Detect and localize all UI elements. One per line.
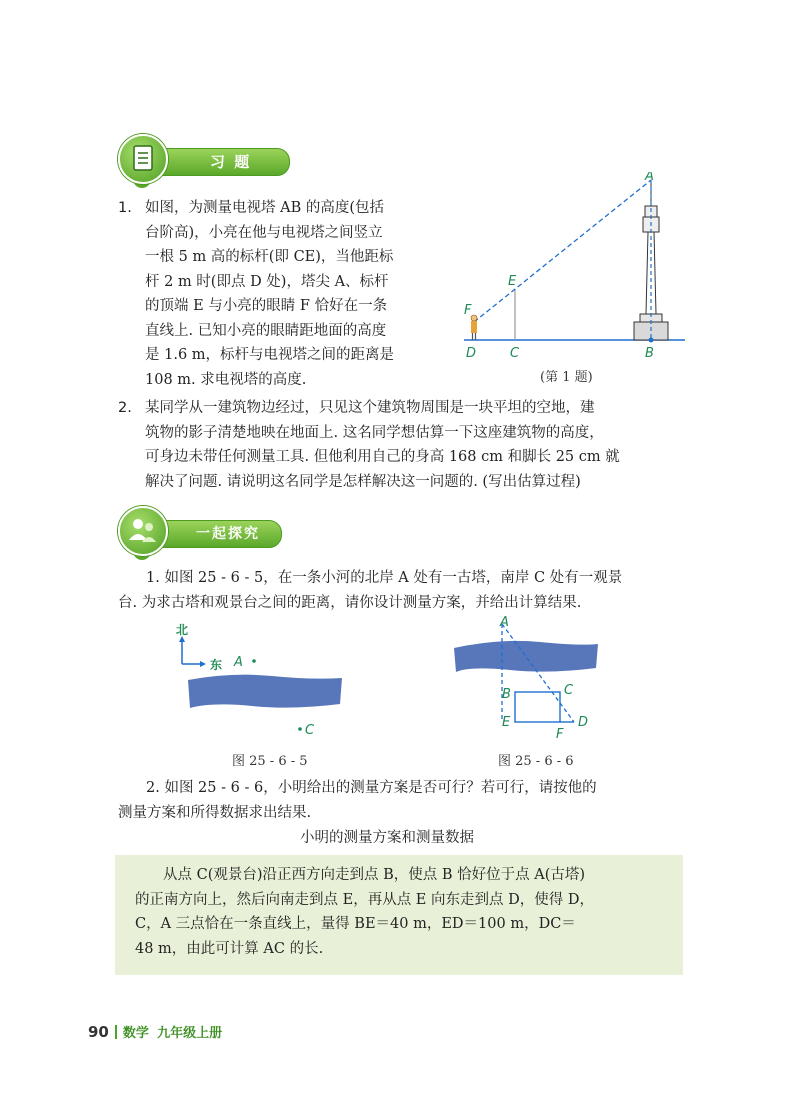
river	[188, 675, 342, 708]
river-map-diagram	[172, 622, 352, 742]
label-e: E	[508, 274, 517, 289]
q1-line: 的顶端 E 与小亮的眼睛 F 恰好在一条	[145, 298, 388, 314]
q1-line: 108 m. 求电视塔的高度.	[145, 371, 307, 388]
person-figure	[471, 315, 477, 340]
explore-p1-line: 1. 如图 25 - 6 - 5，在一条小河的北岸 A 处有一古塔，南岸 C 处有一观景	[146, 570, 623, 586]
point-c-label: C	[305, 723, 315, 738]
point-a-dot	[252, 659, 256, 663]
q1-number: 1.	[118, 200, 132, 216]
fig5-caption: 图 25 - 6 - 5	[232, 754, 308, 769]
q2-text	[145, 396, 705, 494]
explore-p2	[118, 776, 688, 825]
explore-p1	[118, 566, 688, 615]
q1-line: 杆 2 m 时(即点 D 处)，塔尖 A、标杆	[145, 273, 389, 290]
footer-grade: 九年级上册	[157, 1026, 223, 1041]
q1-line: 如图，为测量电视塔 AB 的高度(包括	[145, 200, 385, 216]
q2-line: 解决了问题. 请说明这名同学是怎样解决这一问题的. (写出估算过程)	[145, 473, 581, 490]
north-label: 北	[176, 623, 189, 637]
sight-line-fa	[474, 180, 651, 322]
plan-box	[115, 855, 683, 975]
tower-diagram	[460, 172, 690, 372]
exercise-banner	[118, 140, 288, 180]
plan-line: C，A 三点恰在一条直线上，量得 BE＝40 m，ED＝100 m，DC＝	[135, 916, 576, 932]
fig6-label-a: A	[500, 615, 509, 630]
q1-line: 直线上. 已知小亮的眼睛距地面的高度	[145, 322, 387, 339]
east-label: 东	[210, 658, 223, 672]
river-2	[454, 641, 598, 672]
measurement-plan-diagram	[450, 614, 610, 744]
line-ad	[502, 624, 574, 722]
plan-line: 从点 C(观景台)沿正西方向走到点 B，使点 B 恰好位于点 A(古塔)	[163, 867, 586, 883]
plan-line: 的正南方向上，然后向南走到点 E，再从点 E 向东走到点 D，使得 D，	[135, 891, 594, 908]
point-a-label: A	[234, 655, 243, 670]
q2-line: 可身边未带任何测量工具. 但他利用自己的身高 168 cm 和脚长 25 cm 就	[145, 449, 620, 465]
page-number: 90	[88, 1023, 109, 1041]
q1-line: 是 1.6 m，标杆与电视塔之间的距离是	[145, 347, 395, 363]
people-icon	[118, 506, 168, 556]
label-f: F	[464, 303, 472, 318]
label-c: C	[510, 346, 520, 361]
fig6-label-b: B	[502, 687, 511, 702]
explore-p2-line: 测量方案和所得数据求出结果.	[118, 804, 312, 821]
point-b-dot	[649, 338, 654, 343]
plan-title: 小明的测量方案和测量数据	[300, 830, 474, 846]
explore-p1-line: 台. 为求古塔和观景台之间的距离，请你设计测量方案，并给出计算结果.	[118, 594, 582, 611]
q2-line: 筑物的影子清楚地映在地面上. 这名同学想估算一下这座建筑物的高度，	[145, 424, 604, 441]
rect-bcfe	[515, 692, 560, 722]
q1-line: 台阶高)，小亮在他与电视塔之间竖立	[145, 224, 383, 241]
plan-text	[135, 863, 665, 961]
notebook-icon	[118, 134, 168, 184]
fig6-label-d: D	[578, 715, 589, 730]
label-a: A	[645, 172, 654, 184]
label-d: D	[466, 346, 477, 361]
fig6-caption: 图 25 - 6 - 6	[498, 754, 574, 769]
q2-number: 2.	[118, 400, 132, 416]
q1-text	[145, 196, 450, 392]
explore-p2-line: 2. 如图 25 - 6 - 6，小明给出的测量方案是否可行？若可行，请按他的	[146, 780, 597, 796]
q1-line: 一根 5 m 高的标杆(即 CE)，当他距标	[145, 249, 394, 265]
fig6-label-c: C	[564, 683, 574, 698]
fig6-label-e: E	[502, 715, 511, 730]
exercise-banner-title: 习 题	[210, 153, 252, 171]
plan-line: 48 m，由此可计算 AC 的长.	[135, 940, 324, 957]
footer-divider	[115, 1025, 117, 1039]
label-b: B	[645, 346, 654, 361]
fig1-caption: (第 1 题)	[540, 370, 593, 385]
footer-subject: 数学	[122, 1026, 149, 1041]
explore-banner	[118, 512, 288, 552]
page-footer	[88, 1022, 222, 1041]
point-c-dot	[298, 727, 302, 731]
fig6-label-f: F	[556, 727, 564, 742]
explore-banner-title: 一起探究	[196, 526, 260, 542]
q2-line: 某同学从一建筑物边经过，只见这个建筑物周围是一块平坦的空地，建	[145, 400, 595, 416]
